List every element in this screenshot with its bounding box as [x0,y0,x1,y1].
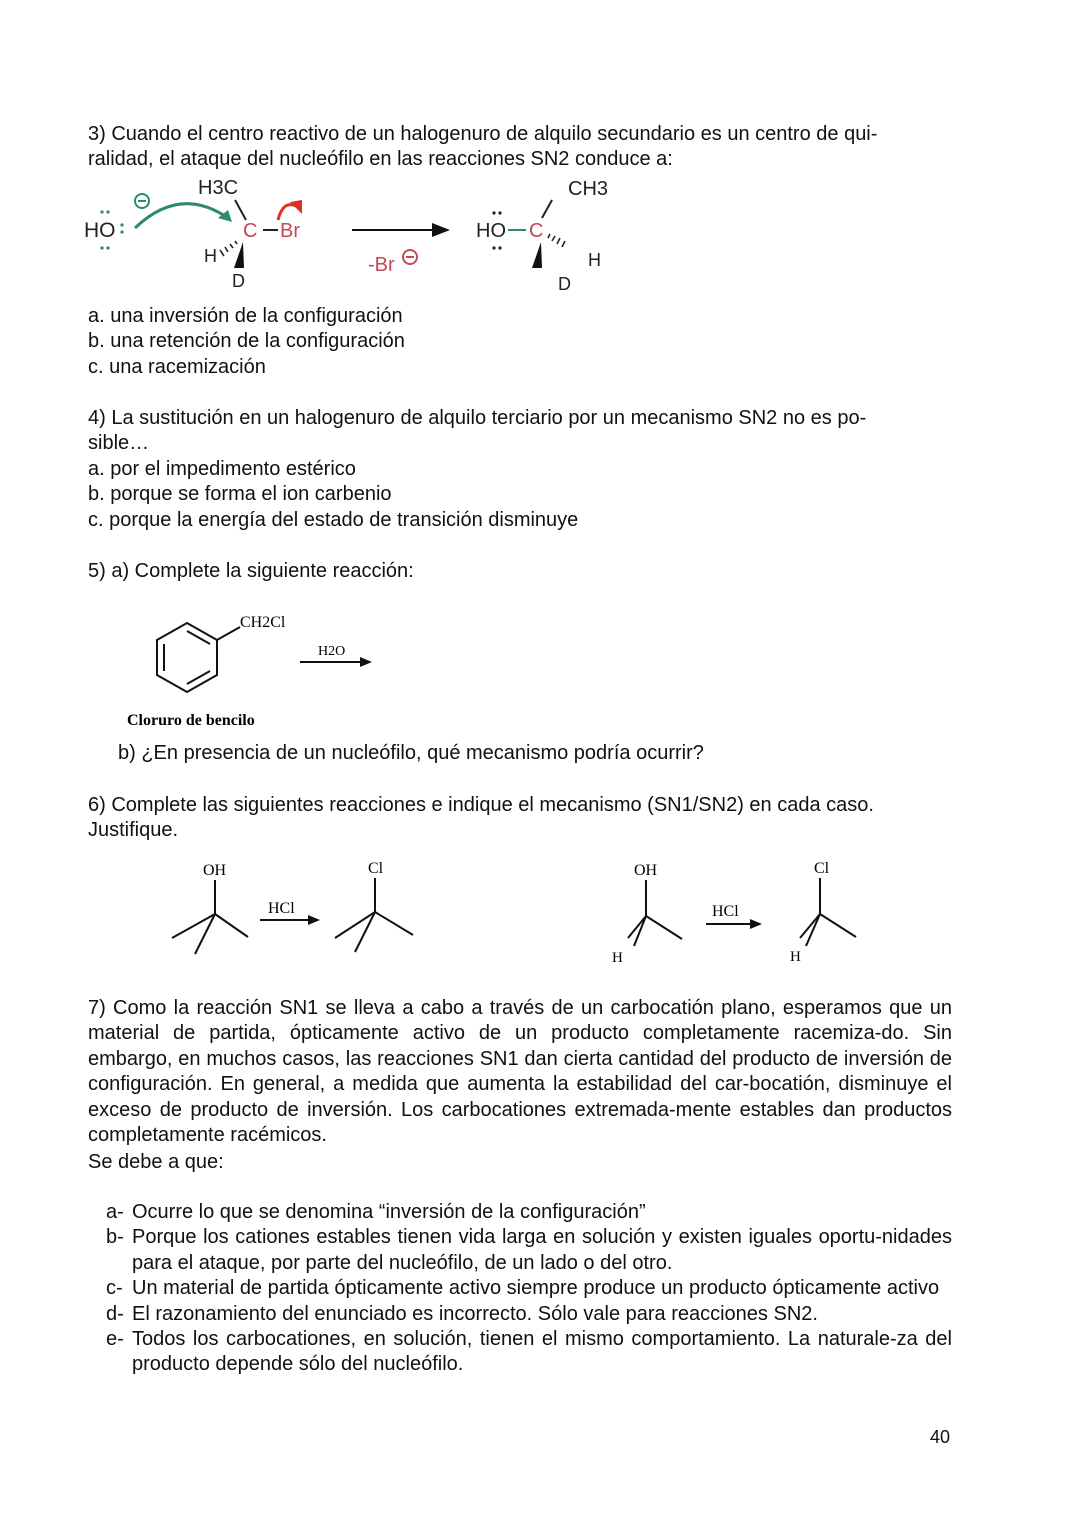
svg-text:C: C [529,220,544,242]
carbon-label: C [243,220,258,242]
svg-text:H: H [588,250,601,270]
option-e: e- Todos los carbocationes, en solución, tienen el mismo comportamiento. La naturale-za del producto depende sólo del nucleófilo. [106,1328,952,1376]
svg-text:OH: OH [634,862,658,879]
option-b: b- Porque los cationes estables tienen vida larga en solución y existen iguales oportu-nidades para el ataque, por parte del nucleófilo, de un lado o del otro. [106,1226,952,1274]
question-4-line-1: 4) La sustitución en un halogenuro de alquilo terciario por un mecanismo SN2 no es po- [88,407,867,429]
br-label: Br [280,220,300,242]
option-a: a. una inversión de la configuración [88,305,403,327]
ch3-label: CH3 [568,178,609,200]
nucleophile-arrow [135,204,228,228]
product-ho-label: HO [476,220,506,242]
option-b: b. porque se forma el ion carbenio [88,483,392,506]
question-7-prompt: Se debe a que: [88,1150,224,1173]
h2o-reagent-label: H2O [318,644,346,659]
svg-text:Cl: Cl [368,860,384,877]
option-b: b. una retención de la configuración [88,330,405,353]
page-number: 40 [929,1427,950,1447]
option-c: c. una racemización [88,355,266,378]
option-a: a- Ocurre lo que se denomina “inversión de la configuración” [106,1201,646,1223]
svg-text:OH: OH [203,862,227,879]
option-d: d- El razonamiento del enunciado es incorrecto. Sólo vale para reacciones SN2. [106,1302,818,1325]
question-4-line-2: sible… [88,432,150,455]
question-4 [88,406,952,533]
question-6 [88,793,952,844]
benzene-ring [157,623,217,692]
option-c: c. porque la energía del estado de transición disminuye [88,508,579,531]
question-5b: b) ¿En presencia de un nucleófilo, qué mecanismo podría ocurrir? [118,742,704,764]
question-3-line-2: ralidad, el ataque del nucleófilo en las reacciones SN2 conduce a: [88,148,673,171]
h3c-label: H3C [198,177,239,199]
svg-text:H: H [612,950,623,966]
leaving-group-arrow [278,205,296,220]
leaving-bromide-label: -Br [368,254,395,276]
question-3-line-1: 3) Cuando el centro reactivo de un halogenuro de alquilo secundario es un centro de qui- [88,123,878,145]
svg-text:H: H [790,949,801,965]
question-7-options [106,1200,952,1378]
ch2cl-label: CH2Cl [240,614,286,631]
svg-text:D: D [558,274,571,294]
sn2-inversion-diagram [80,170,640,300]
option-c: c- Un material de partida ópticamente activo siempre produce un producto ópticamente activo [106,1277,940,1300]
benzyl-chloride-diagram [120,605,400,735]
q6-reactions-diagram [150,850,870,970]
question-3 [88,122,952,173]
question-6-line-2: Justifique. [88,819,179,842]
svg-text:D: D [232,271,245,291]
question-3-options [88,304,952,380]
svg-text:HCl: HCl [268,900,295,917]
svg-text:H: H [204,246,217,266]
option-a: a. por el impedimento estérico [88,457,356,480]
compound-caption: Cloruro de bencilo [127,712,255,729]
svg-text:HCl: HCl [712,903,739,920]
question-7-text: 7) Como la reacción SN1 se lleva a cabo a través de un carbocatión plano, esperamos que un material de partida, ópticamente activo de un producto completamente racemiza-do. Sin embargo, en muchos casos, las reacciones SN1 dan cierta cantidad del producto de inversión de configuración. En general, a medida que aumenta la estabilidad del car-bocatión, disminuye el exceso de producto de inversión. Los carbocationes extremada-mente estables dan productos completamente racémicos. [88,997,952,1147]
ho-label: HO [84,219,116,242]
question-6-line-1: 6) Complete las siguientes reacciones e indique el mecanismo (SN1/SN2) en cada caso. [88,794,874,816]
svg-text:Cl: Cl [814,860,830,877]
question-5a: 5) a) Complete la siguiente reacción: [88,560,414,582]
